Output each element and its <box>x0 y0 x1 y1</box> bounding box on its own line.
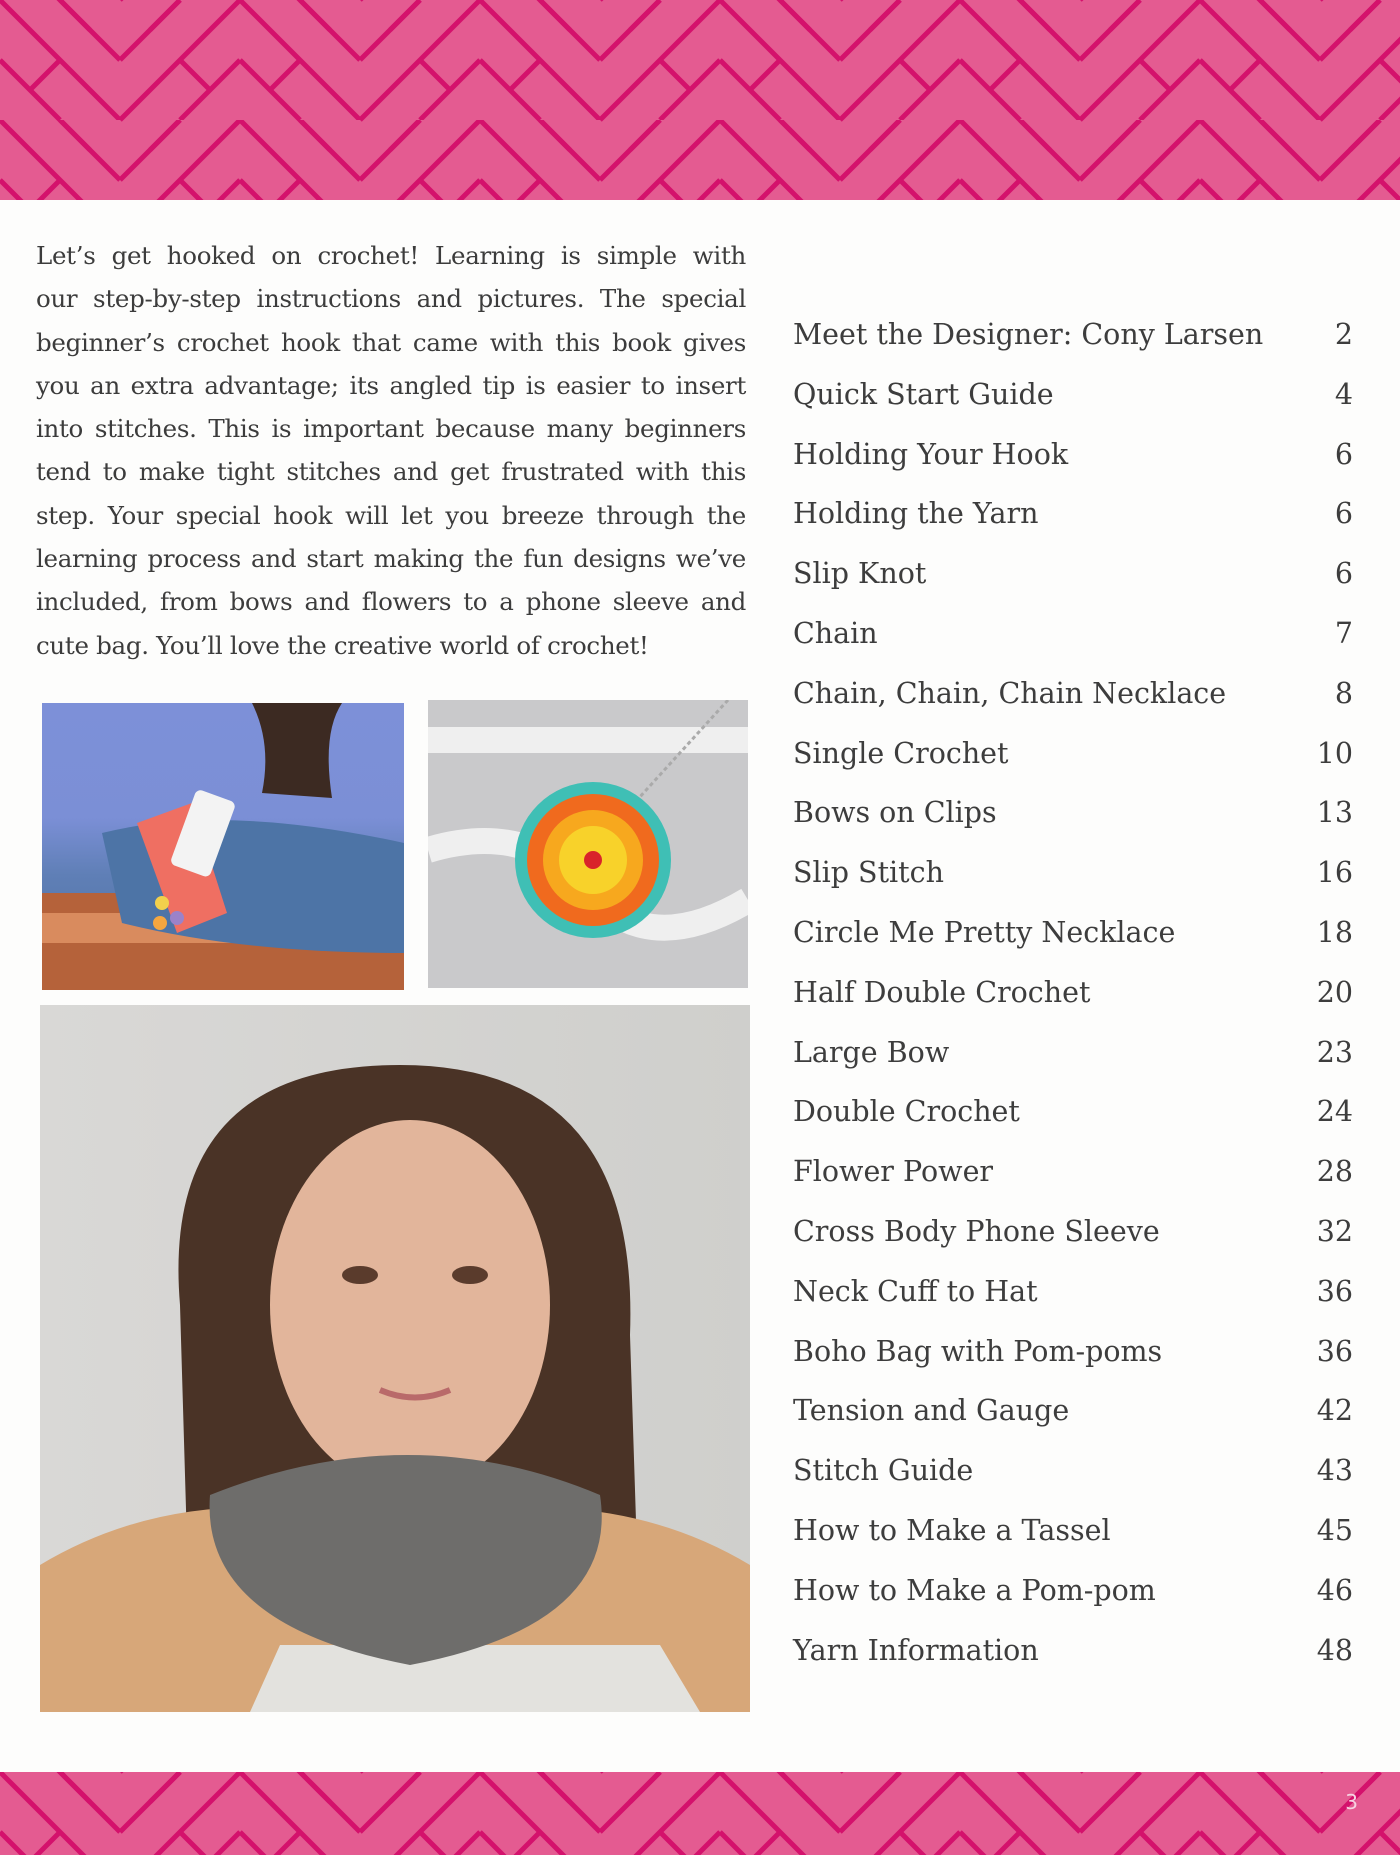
intro-line: beginner’s crochet hook that came with this book gives <box>36 327 746 357</box>
toc-page-number: 4 <box>1334 377 1353 411</box>
intro-line: you an extra advantage; its angled tip is easier to insert <box>36 370 746 400</box>
toc-page-number: 7 <box>1334 616 1353 650</box>
intro-line: cute bag. You’ll love the creative world of crochet! <box>36 630 649 660</box>
toc-title: Circle Me Pretty Necklace <box>793 915 1176 949</box>
page-number: 3 <box>1345 1790 1358 1814</box>
toc-page-number: 2 <box>1334 318 1353 351</box>
toc-page-number: 8 <box>1334 676 1353 710</box>
toc-page-number: 45 <box>1316 1513 1353 1547</box>
toc-title: Slip Knot <box>793 557 927 591</box>
toc-entry <box>793 737 1353 797</box>
toc-entry <box>793 1095 1353 1155</box>
toc-entry <box>793 1036 1353 1096</box>
toc-title: Boho Bag with Pom-poms <box>793 1334 1163 1368</box>
bottom-decorative-band <box>0 1772 1400 1855</box>
toc-page-number: 10 <box>1316 736 1353 770</box>
toc-entry <box>793 1155 1353 1215</box>
toc-page-number: 6 <box>1334 437 1353 471</box>
intro-line: Let’s get hooked on crochet! Learning is simple with <box>36 241 746 270</box>
toc-entry <box>793 617 1353 677</box>
toc-page-number: 16 <box>1316 856 1353 890</box>
toc-title: Holding the Yarn <box>793 497 1039 531</box>
toc-page-number: 28 <box>1316 1155 1353 1189</box>
toc-title: Stitch Guide <box>793 1454 974 1488</box>
toc-title: Chain <box>793 616 878 650</box>
toc-title: Chain, Chain, Chain Necklace <box>793 676 1227 710</box>
table-of-contents <box>793 318 1353 1693</box>
toc-entry <box>793 1634 1353 1694</box>
toc-title: Yarn Information <box>793 1633 1039 1667</box>
toc-title: Holding Your Hook <box>793 437 1069 471</box>
phone-sleeve-photo <box>42 703 404 990</box>
toc-page-number: 42 <box>1316 1394 1353 1428</box>
toc-entry <box>793 677 1353 737</box>
toc-page-number: 48 <box>1316 1633 1353 1667</box>
intro-paragraph <box>36 234 746 667</box>
toc-title: Tension and Gauge <box>793 1394 1070 1428</box>
intro-line: step. Your special hook will let you breeze through the <box>36 500 746 530</box>
toc-title: How to Make a Pom-pom <box>793 1573 1156 1607</box>
toc-entry <box>793 916 1353 976</box>
toc-page-number: 43 <box>1316 1454 1353 1488</box>
herringbone-pattern <box>0 0 1400 200</box>
toc-entry <box>793 1215 1353 1275</box>
toc-entry <box>793 1275 1353 1335</box>
top-decorative-band <box>0 0 1400 200</box>
toc-title: Cross Body Phone Sleeve <box>793 1214 1160 1248</box>
toc-page-number: 36 <box>1316 1274 1353 1308</box>
toc-entry <box>793 318 1353 378</box>
toc-entry <box>793 796 1353 856</box>
toc-title: Single Crochet <box>793 736 1009 770</box>
toc-page-number: 6 <box>1334 557 1353 591</box>
toc-title: Large Bow <box>793 1035 950 1069</box>
toc-page-number: 13 <box>1316 796 1353 830</box>
toc-entry <box>793 1454 1353 1514</box>
toc-page-number: 20 <box>1316 975 1353 1009</box>
toc-page-number: 36 <box>1316 1334 1353 1368</box>
toc-entry <box>793 557 1353 617</box>
herringbone-pattern <box>0 1772 1400 1855</box>
toc-title: Slip Stitch <box>793 856 944 890</box>
circle-necklace-photo <box>428 700 748 988</box>
intro-line: our step-by-step instructions and pictures. The special <box>36 284 746 314</box>
toc-title: Double Crochet <box>793 1095 1020 1129</box>
toc-entry <box>793 856 1353 916</box>
toc-page-number: 32 <box>1316 1214 1353 1248</box>
toc-title: Neck Cuff to Hat <box>793 1274 1038 1308</box>
intro-line: learning process and start making the fun designs we’ve <box>36 544 746 574</box>
toc-title: Meet the Designer: Cony Larsen <box>793 318 1264 351</box>
toc-page-number: 23 <box>1316 1035 1353 1069</box>
intro-line: tend to make tight stitches and get frustrated with this <box>36 457 746 487</box>
toc-entry <box>793 1574 1353 1634</box>
toc-title: Half Double Crochet <box>793 975 1091 1009</box>
toc-title: Bows on Clips <box>793 796 997 830</box>
toc-page-number: 46 <box>1316 1573 1353 1607</box>
toc-page-number: 24 <box>1316 1095 1353 1129</box>
toc-entry <box>793 438 1353 498</box>
toc-page-number: 6 <box>1334 497 1353 531</box>
toc-entry <box>793 1335 1353 1395</box>
toc-page-number: 18 <box>1316 915 1353 949</box>
toc-entry <box>793 1394 1353 1454</box>
intro-line: included, from bows and flowers to a phone sleeve and <box>36 587 746 617</box>
toc-title: Flower Power <box>793 1155 994 1189</box>
toc-entry <box>793 378 1353 438</box>
toc-entry <box>793 1514 1353 1574</box>
neck-cuff-model-photo <box>40 1005 750 1712</box>
toc-entry <box>793 497 1353 557</box>
toc-title: Quick Start Guide <box>793 377 1054 411</box>
toc-title: How to Make a Tassel <box>793 1513 1111 1547</box>
toc-entry <box>793 976 1353 1036</box>
intro-line: into stitches. This is important because many beginners <box>36 414 746 444</box>
